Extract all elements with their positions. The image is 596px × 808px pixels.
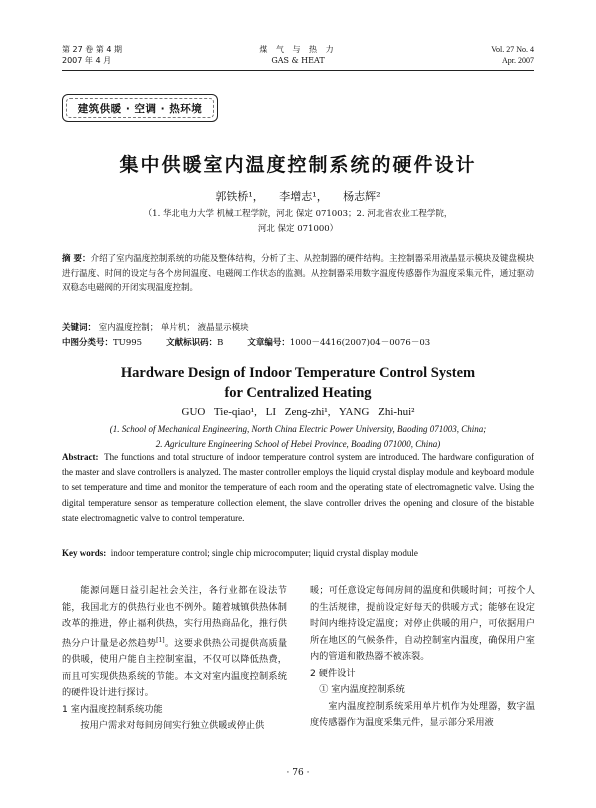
citation-ref: [1]	[156, 636, 165, 644]
body-text: 。这要求供热公司提供高质量的供暖，使用户能自主控制室温，不仅可以降低热费，而且可实现供热系统的节能。本文对室内温度控制系统的硬件设计进行探讨。	[62, 637, 288, 699]
abstract-en-label: Abstract:	[62, 452, 99, 462]
affiliation-en-line1-text: (1. School of Mechanical Engineering, North China Electric Power University, Baoding 071003, China;	[109, 424, 487, 434]
date-en: Apr. 2007	[502, 56, 534, 65]
running-header	[62, 44, 534, 70]
affiliation-en	[62, 422, 534, 452]
body-paragraph: 室内温度控制系统采用单片机作为处理器，数字温度传感器作为温度采集元件，显示部分采用液	[310, 700, 535, 728]
keywords-en	[62, 546, 534, 561]
paper-title-en-line1: Hardware Design of Indoor Temperature Control System	[120, 365, 476, 381]
paper-title-en-line2: for Centralized Heating	[224, 385, 372, 401]
header-rule	[62, 70, 534, 71]
column-badge	[62, 94, 218, 122]
abstract-en-text: The functions and total structure of indoor temperature control system are introduced. The hardware configuration of the master and slave controllers is analyzed. The master controller employs the liquid crystal display module and keyboard module to set temperature and time and monitor the temperature of each room and the operating state of electromagnetic valve. Using the digital temperature sensor as temperature collection element, the slave controller drives the opening and closure of the bistable state electromagnetic valve to control temperature.	[62, 452, 534, 523]
journal-name-cn: 煤 气 与 热 力	[259, 45, 337, 54]
clc-label: 中图分类号：	[62, 338, 114, 348]
affiliation-en-line2-text: 2. Agriculture Engineering School of Hebei Province, Boading 071000, China)	[155, 439, 441, 449]
volume-en: Vol. 27 No. 4	[491, 45, 534, 54]
affiliation-cn-line1: （1. 华北电力大学 机械工程学院，河北 保定 071003；2. 河北省农业工程学院，	[143, 209, 453, 219]
abstract-cn-text: 介绍了室内温度控制系统的功能及整体结构，分析了主、从控制器的硬件结构。主控制器采用液晶显示模块及键盘模块进行温度、时间的设定与各个房间温度、电磁阀工作状态的监测。从控制器采用数字温度传感器作为温度采集元件，通过驱动双稳态电磁阀的开闭实现温度控制。	[62, 254, 534, 294]
journal-name-en: GAS & HEAT	[271, 56, 325, 65]
authors-cn: 郭铁桥¹， 李增志¹， 杨志辉²	[215, 190, 381, 203]
doc-code-label: 文献标识码：	[166, 338, 218, 348]
paper-title-cn: 集中供暖室内温度控制系统的硬件设计	[119, 154, 477, 176]
volume-cn: 第 27 卷 第 4 期	[62, 45, 122, 54]
header-center	[62, 44, 534, 66]
subsection-heading: ① 室内温度控制系统	[319, 684, 405, 695]
body-column-left	[62, 583, 287, 735]
abstract-cn-label: 摘 要：	[62, 254, 91, 264]
affiliation-cn-line2: 河北 保定 071000）	[257, 224, 339, 234]
article-no-value: 1000－4416(2007)04－0076－03	[289, 338, 431, 348]
keywords-cn-text: 室内温度控制； 单片机； 液晶显示模块	[98, 323, 249, 333]
classification-row	[62, 336, 534, 348]
clc-value: TU995	[113, 338, 143, 348]
section-heading-2: 2 硬件设计	[310, 667, 356, 679]
affiliation-en-line1	[62, 422, 534, 437]
body-text: 能源问题日益引起社会关注，各行业都在设法节能，我国北方的供热行业也不例外。随着城镇供热体制改革的推进，停止福利供热，实行用热商品化，推行供热分户计量是必然趋势	[62, 585, 287, 649]
paper-title-en	[40, 363, 556, 403]
doc-code-value: B	[217, 338, 224, 348]
abstract-en	[62, 450, 534, 526]
keywords-en-label: Key words:	[62, 548, 107, 558]
body-column-right	[310, 583, 535, 732]
header-right	[491, 44, 534, 66]
page-number: · 76 ·	[286, 768, 310, 778]
article-no-label: 文章编号：	[247, 338, 290, 348]
keywords-en-text: indoor temperature control; single chip microcomputer; liquid crystal display module	[110, 548, 418, 558]
affiliation-cn	[90, 207, 506, 237]
keywords-cn	[62, 321, 534, 333]
column-badge-label: 建筑供暖 · 空调 · 热环境	[77, 102, 203, 115]
section-heading-1: 1 室内温度控制系统功能	[62, 703, 163, 715]
body-paragraph: 按用户需求对每间房间实行独立供暖或停止供	[80, 720, 265, 732]
keywords-cn-label: 关键词：	[62, 323, 97, 333]
authors-en: GUO Tie-qiao¹, LI Zeng-zhi¹, YANG Zhi-hui²	[181, 406, 415, 418]
abstract-cn	[62, 252, 534, 296]
body-paragraph: 暖；可任意设定每间房间的温度和供暖时间；可按个人的生活规律，提前设定好每天的供暖方式；能够在设定时间内维持设定温度；对停止供暖的用户，可依据用户所在地区的气候条件，自动控制室内温度，确保用户室内的管道和散热器不被冻裂。	[310, 585, 535, 662]
body-paragraph	[62, 583, 287, 702]
date-cn: 2007 年 4 月	[62, 56, 112, 65]
